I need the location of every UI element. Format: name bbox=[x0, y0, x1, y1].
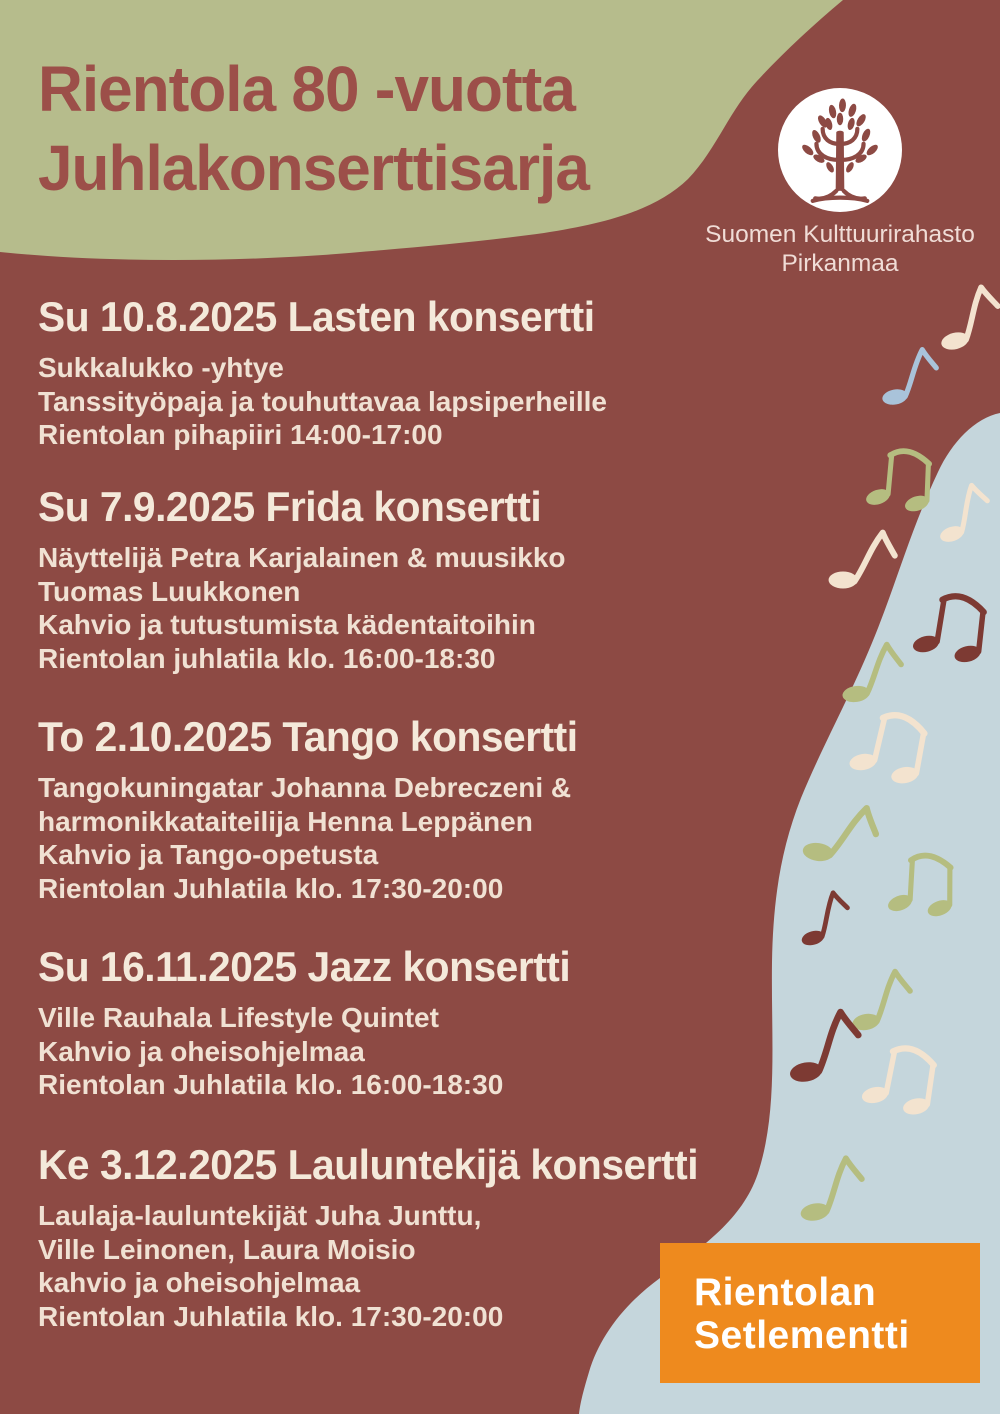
concert-detail-line: Kahvio ja tutustumista kädentaitoihin bbox=[38, 609, 536, 640]
eighth-note-icon bbox=[784, 1003, 862, 1097]
concert-detail-line: Laulaja-lauluntekijät Juha Junttu, bbox=[38, 1200, 482, 1231]
concert-heading: Su 16.11.2025 Jazz konsertti bbox=[38, 943, 571, 990]
concert-heading: Su 7.9.2025 Frida konsertti bbox=[38, 483, 542, 530]
kulttuurirahasto-logo bbox=[665, 88, 1000, 278]
concert-heading: Ke 3.12.2025 Lauluntekijä konsertti bbox=[38, 1141, 699, 1188]
concert-detail-line: kahvio ja oheisohjelmaa bbox=[38, 1267, 361, 1298]
concert-detail-line: Ville Leinonen, Laura Moisio bbox=[38, 1233, 416, 1265]
concert-heading: To 2.10.2025 Tango konsertti bbox=[38, 713, 578, 760]
concert-detail-line: Kahvio ja Tango-opetusta bbox=[38, 839, 379, 870]
eighth-note-icon bbox=[937, 282, 1000, 361]
logo-caption-line-1: Suomen Kulttuurirahasto bbox=[705, 221, 975, 248]
concert-section-tango bbox=[38, 712, 778, 905]
oak-tree-logo-icon bbox=[778, 88, 902, 212]
concert-detail-line: Näyttelijä Petra Karjalainen & muusikko bbox=[38, 542, 566, 573]
concert-heading: Su 10.8.2025 Lasten konsertti bbox=[38, 293, 595, 340]
concert-section-lasten bbox=[38, 292, 778, 452]
concert-detail-line: Tuomas Luukkonen bbox=[38, 575, 301, 607]
concert-detail-line: Sukkalukko -yhtye bbox=[38, 352, 284, 383]
beamed-notes-icon bbox=[845, 709, 928, 789]
beamed-notes-icon bbox=[910, 593, 987, 666]
concert-detail-line: Tanssityöpaja ja touhuttavaa lapsiperheille bbox=[38, 385, 607, 417]
concert-detail-line: Rientolan Juhlatila klo. 17:30-20:00 bbox=[38, 1300, 504, 1332]
logo-caption bbox=[665, 220, 1000, 278]
concert-detail-line: Tangokuningatar Johanna Debreczeni & bbox=[38, 772, 572, 803]
badge-line-2: Setlementti bbox=[694, 1314, 910, 1357]
eighth-note-icon bbox=[937, 482, 989, 548]
concert-detail-line: Rientolan juhlatila klo. 16:00-18:30 bbox=[38, 642, 496, 674]
concert-detail-line: Ville Rauhala Lifestyle Quintet bbox=[38, 1002, 439, 1033]
eighth-note-icon bbox=[822, 519, 901, 608]
concert-detail-line: Kahvio ja oheisohjelmaa bbox=[38, 1035, 365, 1067]
concert-section-jazz bbox=[38, 942, 778, 1102]
badge-line-1: Rientolan bbox=[694, 1271, 877, 1314]
poster-title bbox=[38, 50, 589, 208]
concert-detail-line: Rientolan Juhlatila klo. 17:30-20:00 bbox=[38, 872, 504, 904]
concert-section-frida bbox=[38, 482, 778, 675]
beamed-notes-icon bbox=[864, 451, 931, 514]
beamed-notes-icon bbox=[858, 1044, 937, 1119]
beamed-notes-icon bbox=[884, 855, 954, 921]
concert-detail-line: Rientolan pihapiiri 14:00-17:00 bbox=[38, 419, 443, 450]
eighth-note-icon bbox=[795, 789, 885, 885]
eighth-note-icon bbox=[796, 1150, 866, 1234]
rientolan-setlementti-badge bbox=[660, 1243, 980, 1383]
eighth-note-icon bbox=[837, 636, 905, 716]
concert-detail-line: Rientolan Juhlatila klo. 16:00-18:30 bbox=[38, 1069, 504, 1100]
title-line-2: Juhlakonserttisarja bbox=[38, 132, 589, 204]
eighth-note-icon bbox=[878, 343, 940, 417]
concert-detail-line: harmonikkataiteilija Henna Leppänen bbox=[38, 805, 533, 837]
eighth-note-icon bbox=[798, 889, 849, 953]
logo-caption-line-2: Pirkanmaa bbox=[781, 250, 899, 277]
title-line-1: Rientola 80 -vuotta bbox=[38, 53, 575, 125]
